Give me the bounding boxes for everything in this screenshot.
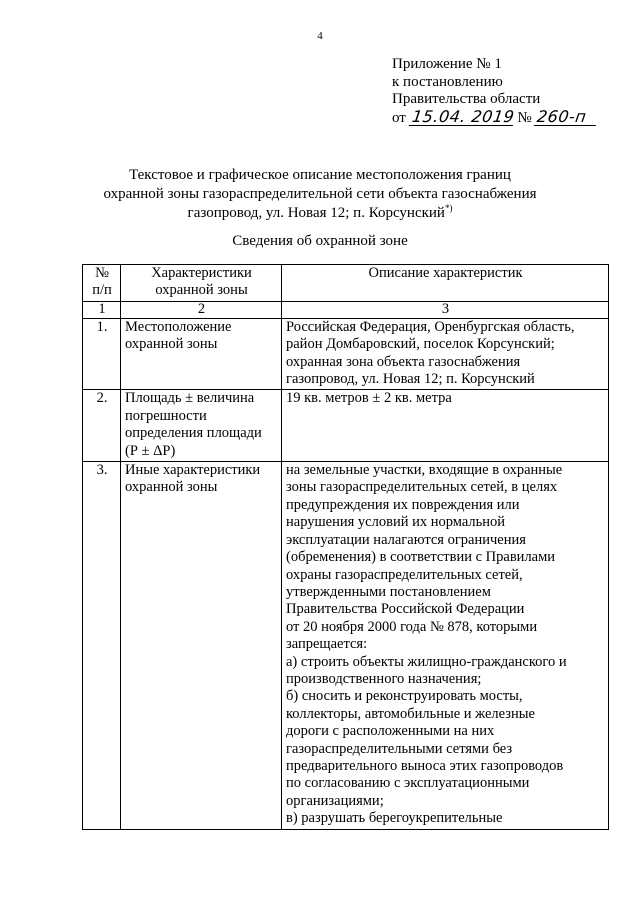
row-number: 1. [83, 318, 121, 390]
description-line: организациями; [286, 792, 384, 809]
header-col2-line1: Характеристики [151, 265, 252, 281]
column-number-1: 1 [83, 301, 121, 318]
row-characteristic [121, 318, 282, 390]
title-line-3 [80, 204, 560, 223]
description-line: Российская Федерация, Оренбургская область, [286, 318, 575, 335]
column-number-2: 2 [121, 301, 282, 318]
description-line: коллекторы, автомобильные и железные [286, 705, 535, 722]
characteristic-line: охранной зоны [125, 336, 218, 353]
table-row [83, 318, 609, 390]
table-header-row [83, 265, 609, 302]
header-col-number [83, 265, 121, 302]
description-line: дороги с расположенными на них [286, 723, 495, 740]
section-subtitle: Сведения об охранной зоне [232, 233, 408, 249]
description-line: предварительного выноса этих газопроводов [286, 757, 564, 774]
description-line: охранная зона объекта газоснабжения [286, 353, 521, 370]
appendix-block [392, 56, 597, 127]
characteristic-line: охранной зоны [125, 479, 218, 496]
description-line: охраны газораспределительных сетей, [286, 566, 523, 583]
column-number-3: 3 [282, 301, 609, 318]
characteristic-line: погрешности [125, 407, 207, 424]
title-line-2: охранной зоны газораспределительной сети объекта газоснабжения [103, 186, 537, 202]
title-line-1: Текстовое и графическое описание местоположения границ [129, 167, 511, 183]
date-prefix: от [392, 109, 406, 126]
characteristic-line: определения площади [125, 425, 262, 442]
description-line: запрещается: [286, 636, 368, 653]
description-line: нарушения условий их нормальной [286, 514, 506, 531]
description-line: предупреждения их повреждения или [286, 496, 520, 513]
page-number: 4 [317, 30, 323, 42]
description-line: в) разрушать берегоукрепительные [286, 810, 503, 827]
document-title [80, 166, 560, 223]
description-line: а) строить объекты жилищно-гражданского и [286, 653, 567, 670]
header-col1-line1: № [95, 265, 109, 281]
row-description [282, 462, 609, 830]
row-description [282, 318, 609, 390]
header-col-description: Описание характеристик [282, 265, 609, 302]
description-line: б) сносить и реконструировать мосты, [286, 688, 523, 705]
table-row [83, 462, 609, 830]
description-line: на земельные участки, входящие в охранные [286, 462, 563, 479]
description-line: (обременения) в соответствии с Правилами [286, 549, 556, 566]
table-row [83, 390, 609, 462]
row-description [282, 390, 609, 462]
appendix-line-3: Правительства области [392, 91, 541, 107]
footnote-mark: *) [444, 203, 453, 213]
handwritten-number: 260-п [534, 109, 598, 126]
row-characteristic [121, 462, 282, 830]
description-line: газораспределительными сетями без [286, 740, 513, 757]
description-line: эксплуатации налагаются ограничения [286, 531, 526, 548]
description-line: Правительства Российской Федерации [286, 601, 525, 618]
column-numbers-row [83, 301, 609, 318]
row-number: 3. [83, 462, 121, 830]
description-line: по согласованию с эксплуатационными [286, 775, 530, 792]
description-line: от 20 ноября 2000 года № 878, которыми [286, 618, 538, 635]
description-line: газопровод, ул. Новая 12; п. Корсунский [286, 371, 535, 388]
description-line: зоны газораспределительных сетей, в целях [286, 479, 558, 496]
appendix-line-1: Приложение № 1 [392, 56, 502, 72]
characteristic-line: (Р ± ΔР) [125, 442, 176, 459]
description-line: 19 кв. метров ± 2 кв. метра [286, 390, 452, 407]
header-col1-line2: п/п [92, 282, 112, 299]
title-line-3-text: газопровод, ул. Новая 12; п. Корсунский [187, 205, 445, 221]
header-col-characteristics [121, 265, 282, 302]
characteristic-line: Иные характеристики [125, 462, 261, 479]
characteristic-line: Площадь ± величина [125, 390, 255, 407]
appendix-date-line [392, 106, 597, 128]
protection-zone-table [82, 264, 609, 830]
handwritten-date: 15.04. 2019 [410, 106, 516, 126]
row-number: 2. [83, 390, 121, 462]
header-col2-line2: охранной зоны [155, 282, 248, 299]
description-line: район Домбаровский, поселок Корсунский; [286, 336, 555, 353]
characteristic-line: Местоположение [125, 318, 232, 335]
description-line: производственного назначения; [286, 670, 482, 687]
description-line: утвержденными постановлением [286, 583, 491, 600]
appendix-line-2: к постановлению [392, 73, 503, 90]
row-characteristic [121, 390, 282, 462]
number-sign: № [517, 109, 532, 126]
